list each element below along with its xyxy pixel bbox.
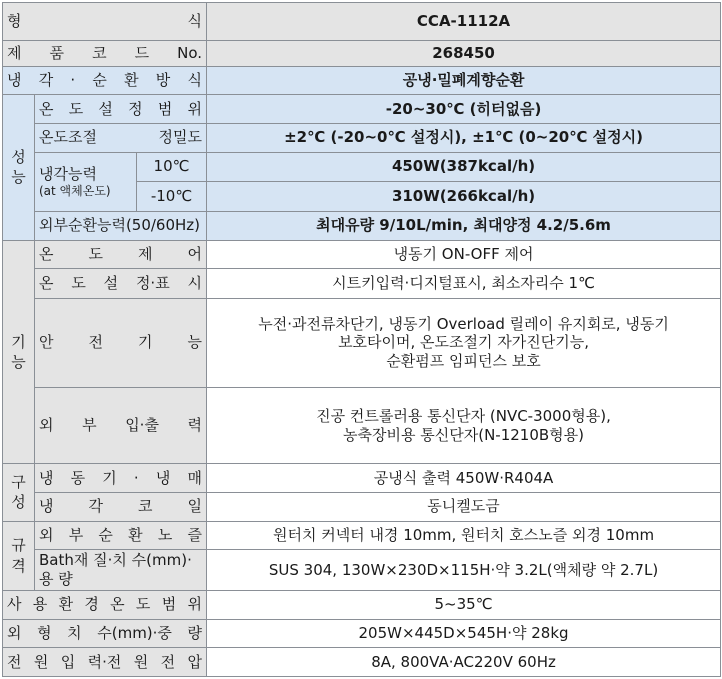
row-product-code (3, 41, 721, 66)
dimensions-label: 외 형 치 수(mm)·중 량 (3, 619, 207, 648)
model-label: 형 식 (3, 3, 207, 41)
refrigerator-value: 공냉식 출력 450W·R404A (207, 464, 721, 493)
row-ext-circulation (3, 211, 721, 240)
temp-precision-label: 온도조절 정밀도 (35, 123, 207, 152)
row-safety (3, 298, 721, 387)
refrigerator-label: 냉 동 기 · 냉 매 (35, 464, 207, 493)
ambient-value: 5~35℃ (207, 590, 721, 619)
temp-display-value: 시트키입력·디지털표시, 최소자리수 1℃ (207, 269, 721, 299)
power-value: 8A, 800VA·AC220V 60Hz (207, 648, 721, 677)
nozzle-value: 원터치 커넥터 내경 10mm, 원터치 호스노즐 외경 10mm (207, 521, 721, 550)
model-value: CCA-1112A (207, 3, 721, 41)
row-power (3, 648, 721, 677)
temp-display-label: 온 도 설 정·표 시 (35, 269, 207, 299)
product-code-label: 제 품 코 드 No. (3, 41, 207, 66)
row-temp-precision (3, 123, 721, 152)
capacity-value-minus10: 310W(266kcal/h) (207, 182, 721, 212)
temp-control-label: 온 도 제 어 (35, 240, 207, 269)
cooling-capacity-label: 냉각능력 (at 액체온도) (35, 152, 137, 211)
capacity-temp-10: 10℃ (137, 152, 207, 182)
temp-precision-value: ±2℃ (-20~0℃ 설정시), ±1℃ (0~20℃ 설정시) (207, 123, 721, 152)
temp-range-value: -20~30℃ (히터없음) (207, 95, 721, 124)
io-label: 외 부 입·출 력 (35, 387, 207, 463)
io-value: 진공 컨트롤러용 통신단자 (NVC-3000형용), 농축장비용 통신단자(N-1210B형용) (207, 387, 721, 463)
coil-label: 냉 각 코 일 (35, 492, 207, 521)
row-ambient (3, 590, 721, 619)
row-capacity-10 (3, 152, 721, 182)
power-label: 전 원 입 력·전 원 전 압 (3, 648, 207, 677)
row-nozzle (3, 521, 721, 550)
product-code-value: 268450 (207, 41, 721, 66)
bath-label: Bath재 질·치 수(mm)·용 량 (35, 550, 207, 591)
row-model (3, 3, 721, 41)
cooling-method-value: 공냉·밀폐계향순환 (207, 66, 721, 95)
row-dimensions (3, 619, 721, 648)
spec-category: 규 격 (3, 521, 35, 590)
spec-table (2, 2, 721, 677)
row-temp-control (3, 240, 721, 269)
ext-circulation-value: 최대유량 9/10L/min, 최대양정 4.2/5.6m (207, 211, 721, 240)
nozzle-label: 외 부 순 환 노 즐 (35, 521, 207, 550)
safety-label: 안 전 기 능 (35, 298, 207, 387)
ambient-label: 사 용 환 경 온 도 범 위 (3, 590, 207, 619)
coil-value: 동니켈도금 (207, 492, 721, 521)
row-temp-range (3, 95, 721, 124)
capacity-value-10: 450W(387kcal/h) (207, 152, 721, 182)
function-category: 기 능 (3, 240, 35, 464)
row-temp-display (3, 269, 721, 299)
temp-control-value: 냉동기 ON-OFF 제어 (207, 240, 721, 269)
dimensions-value: 205W×445D×545H·약 28kg (207, 619, 721, 648)
row-bath (3, 550, 721, 591)
row-coil (3, 492, 721, 521)
safety-value: 누전·과전류차단기, 냉동기 Overload 릴레이 유지회로, 냉동기 보호타이머, 온도조절기 자가진단기능, 순환펌프 임피던스 보호 (207, 298, 721, 387)
cooling-method-label: 냉 각 · 순 환 방 식 (3, 66, 207, 95)
performance-category: 성 능 (3, 95, 35, 240)
row-cooling-method (3, 66, 721, 95)
bath-value: SUS 304, 130W×230D×115H·약 3.2L(액체량 약 2.7L) (207, 550, 721, 591)
ext-circulation-label: 외부순환능력(50/60Hz) (35, 211, 207, 240)
row-io (3, 387, 721, 463)
capacity-temp-minus10: -10℃ (137, 182, 207, 212)
temp-range-label: 온 도 설 정 범 위 (35, 95, 207, 124)
row-refrigerator (3, 464, 721, 493)
composition-category: 구 성 (3, 464, 35, 521)
